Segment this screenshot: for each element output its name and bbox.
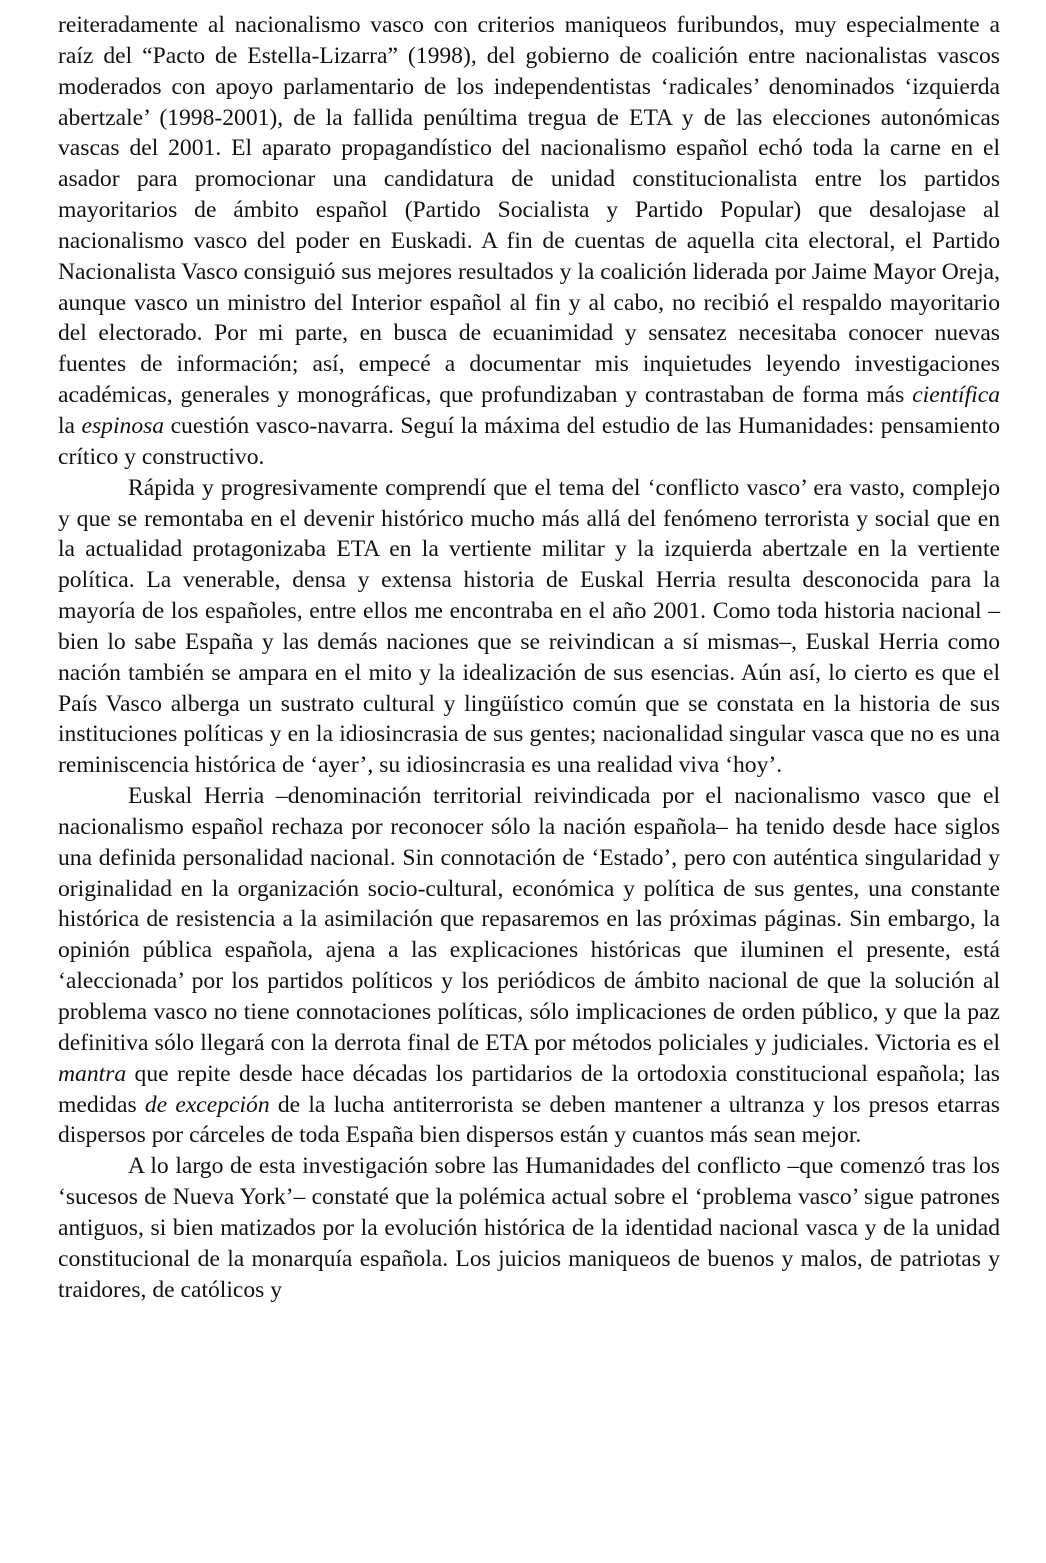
document-page: [58, 10, 1000, 1305]
text-span: la: [58, 412, 82, 439]
text-span: A lo largo de esta investigación sobre las Humanidades del conflicto –que comenzó tras los ‘sucesos de Nueva York’– constaté que la polémica actual sobre el ‘problema vasco’ sigue patrones antiguos, si bien matizados por la evolución histórica de la identidad nacional vasca y de la unidad constitucional de la monarquía española. Los juicios maniqueos de buenos y malos, de patriotas y traidores, de católicos y: [58, 1153, 1000, 1303]
text-span: reiteradamente al nacionalismo vasco con criterios maniqueos furibundos, muy especialmente a raíz del “Pacto de Estella-Lizarra” (1998), del gobierno de coalición entre nacionalistas vascos moderados con apoyo parlamentario de los independentistas ‘radicales’ denominados ‘izquierda abertzale’ (1998-2001), de la fallida penúltima tregua de ETA y de las elecciones autonómicas vascas del 2001. El aparato propagandístico del nacionalismo español echó toda la carne en el asador para promocionar una candidatura de unidad constitucionalista entre los partidos mayoritarios de ámbito español (Partido Socialista y Partido Popular) que desalojase al nacionalismo vasco del poder en Euskadi. A fin de cuentas de aquella cita electoral, el Partido Nacionalista Vasco consiguió sus mejores resultados y la coalición liderada por Jaime Mayor Oreja, aunque vasco un ministro del Interior español al fin y al cabo, no recibió el respaldo mayoritario del electorado. Por mi parte, en busca de ecuanimidad y sensatez necesitaba conocer nuevas fuentes de información; así, empecé a documentar mis inquietudes leyendo investigaciones académicas, generales y monográficas, que profundizaban y contrastaban de forma más: [58, 12, 1000, 409]
italic-text-span: científica: [912, 382, 1000, 409]
text-span: Rápida y progresivamente comprendí que el tema del ‘conflicto vasco’ era vasto, complejo y que se remontaba en el devenir histórico mucho más allá del fenómeno terrorista y social que en la actualidad protagonizaba ETA en la vertiente militar y la izquierda abertzale en la vertiente política. La venerable, densa y extensa historia de Euskal Herria resulta desconocida para la mayoría de los españoles, entre ellos me encontraba en el año 2001. Como toda historia nacional –bien lo sabe España y las demás naciones que se reivindican a sí mismas–, Euskal Herria como nación también se ampara en el mito y la idealización de sus esencias. Aún así, lo cierto es que el País Vasco alberga un sustrato cultural y lingüístico común que se constata en la historia de sus instituciones políticas y en la idiosincrasia de sus gentes; nacionalidad singular vasca que no es una reminiscencia histórica de ‘ayer’, su idiosincrasia es una realidad viva ‘hoy’.: [58, 474, 1000, 779]
text-span: que repite desde hace décadas los partidarios de la ortodoxia constitucional española; las medidas: [58, 1060, 1000, 1118]
text-span: de la lucha antiterrorista se deben mantener a ultranza y los presos etarras dispersos por cárceles de toda España bien dispersos están y cuantos más sean mejor.: [58, 1091, 1000, 1149]
paragraph-4: [58, 1151, 1000, 1305]
text-span: Euskal Herria –denominación territorial reivindicada por el nacionalismo vasco que el nacionalismo español rechaza por reconocer sólo la nación española– ha tenido desde hace siglos una definida personalidad nacional. Sin connotación de ‘Estado’, pero con auténtica singularidad y originalidad en la organización socio-cultural, económica y política de sus gentes, una constante histórica de resistencia a la asimilación que repasaremos en las próximas páginas. Sin embargo, la opinión pública española, ajena a las explicaciones históricas que iluminen el presente, está ‘aleccionada’ por los partidos políticos y los periódicos de ámbito nacional de que la solución al problema vasco no tiene connotaciones políticas, sólo implicaciones de orden público, y que la paz definitiva sólo llegará con la derrota final de ETA por métodos policiales y judiciales. Victoria es el: [58, 783, 1000, 1056]
paragraph-3: [58, 781, 1000, 1151]
italic-text-span: mantra: [58, 1060, 127, 1087]
italic-text-span: espinosa: [81, 412, 165, 439]
text-span: cuestión vasco-navarra. Seguí la máxima del estudio de las Humanidades: pensamiento crítico y constructivo.: [58, 412, 1000, 470]
paragraph-1: [58, 10, 1000, 473]
paragraph-2: [58, 473, 1000, 781]
italic-text-span: de excepción: [144, 1091, 270, 1118]
